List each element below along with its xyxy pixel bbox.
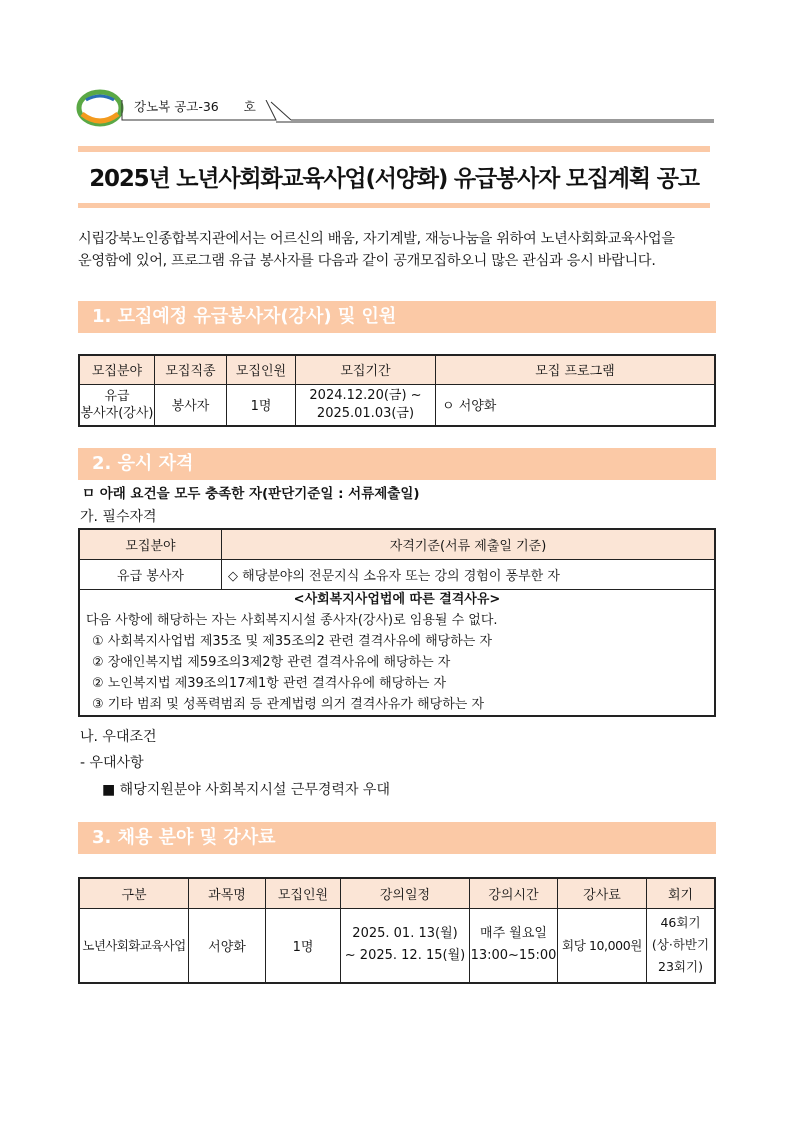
table-cell: 봉사자	[155, 384, 227, 426]
subheading-preference: 나. 우대조건	[80, 729, 157, 745]
table-header: 자격기준(서류 제출일 기준)	[222, 529, 716, 559]
recruitment-table	[78, 354, 716, 427]
period-line: 2025.01.03(금)	[316, 405, 415, 421]
sessions-line: 46회기	[660, 915, 701, 931]
requirement-statement: ㅁ 아래 요건을 모두 충족한 자(판단기준일 : 서류제출일)	[82, 486, 420, 502]
disqualification-item: ② 장애인복지법 제59조의3제2항 관련 결격사유에 해당하는 자	[92, 655, 451, 670]
table-cell: 1명	[227, 384, 296, 426]
disqualification-intro: 다음 사항에 해당하는 자는 사회복지시설 종사자(강사)로 임용될 수 없다.	[86, 613, 498, 628]
sessions-line: (상·하반기	[651, 937, 710, 953]
schedule-line: ~ 2025. 12. 15(월)	[344, 948, 466, 964]
field-line: 봉사자(강사)	[80, 405, 154, 421]
disqualification-box	[78, 588, 716, 717]
disqualification-title: <사회복지사업법에 따른 결격사유>	[293, 592, 501, 607]
intro-line: 운영함에 있어, 프로그램 유급 봉사자를 다음과 같이 공개모집하오니 많은 관심과 응시 바랍니다.	[78, 253, 656, 269]
table-cell	[647, 908, 716, 983]
table-cell	[470, 908, 558, 983]
table-header: 강의일정	[341, 878, 470, 908]
table-cell: 노년사회화교육사업	[79, 908, 189, 983]
fee-table	[78, 877, 716, 984]
time-line: 13:00~15:00	[470, 948, 557, 964]
notice-number: 강노복 공고-36 호	[134, 99, 256, 114]
section-1-heading: 1. 모집예정 유급봉사자(강사) 및 인원	[78, 301, 716, 333]
disqualification-item: ③ 기타 범죄 및 성폭력범죄 등 관계법령 의거 결격사유가 해당하는 자	[92, 697, 485, 712]
table-header: 구분	[79, 878, 189, 908]
table-header: 모집인원	[227, 355, 296, 384]
subheading-essential: 가. 필수자격	[80, 509, 157, 525]
table-cell	[296, 384, 436, 426]
table-cell: 1명	[266, 908, 341, 983]
table-header: 모집분야	[79, 355, 155, 384]
sessions-line: 23회기)	[658, 959, 703, 975]
schedule-line: 2025. 01. 13(월)	[352, 926, 458, 942]
table-header: 모집인원	[266, 878, 341, 908]
table-cell	[79, 384, 155, 426]
table-header: 강사료	[558, 878, 647, 908]
table-cell: ◇ 해당분야의 전문지식 소유자 또는 강의 경험이 풍부한 자	[222, 559, 716, 589]
disqualification-item: ① 사회복지사업법 제35조 및 제35조의2 관련 결격사유에 해당하는 자	[92, 634, 493, 649]
table-header: 모집직종	[155, 355, 227, 384]
disqualification-item: ② 노인복지법 제39조의17제1항 관련 결격사유에 해당하는 자	[92, 676, 447, 691]
field-line: 유급	[104, 388, 130, 404]
table-header: 회기	[647, 878, 716, 908]
section-3-heading: 3. 채용 분야 및 강사료	[78, 822, 716, 854]
table-cell: 회당 10,000원	[558, 908, 647, 983]
table-cell: ㅇ 서양화	[436, 384, 716, 426]
table-cell	[341, 908, 470, 983]
time-line: 매주 월요일	[480, 926, 547, 942]
title-top-bar	[78, 146, 710, 152]
title-bottom-bar	[78, 203, 710, 208]
table-header: 모집기간	[296, 355, 436, 384]
table-header: 과목명	[189, 878, 266, 908]
table-header: 모집 프로그램	[436, 355, 716, 384]
table-header: 강의시간	[470, 878, 558, 908]
period-line: 2024.12.20(금) ~	[309, 387, 422, 403]
section-2-heading: 2. 응시 자격	[78, 448, 716, 480]
table-header: 모집분야	[79, 529, 222, 559]
preference-item: ■ 해당지원분야 사회복지시설 근무경력자 우대	[102, 782, 390, 798]
table-cell: 서양화	[189, 908, 266, 983]
table-cell: 유급 봉사자	[79, 559, 222, 589]
page-title: 2025년 노년사회화교육사업(서양화) 유급봉사자 모집계획 공고	[89, 166, 699, 192]
preference-label: - 우대사항	[80, 755, 144, 771]
qualification-table	[78, 528, 716, 590]
intro-paragraph	[78, 228, 718, 272]
intro-line: 시립강북노인종합복지관에서는 어르신의 배움, 자기계발, 재능나눔을 위하여 노년사회화교육사업을	[78, 231, 675, 247]
